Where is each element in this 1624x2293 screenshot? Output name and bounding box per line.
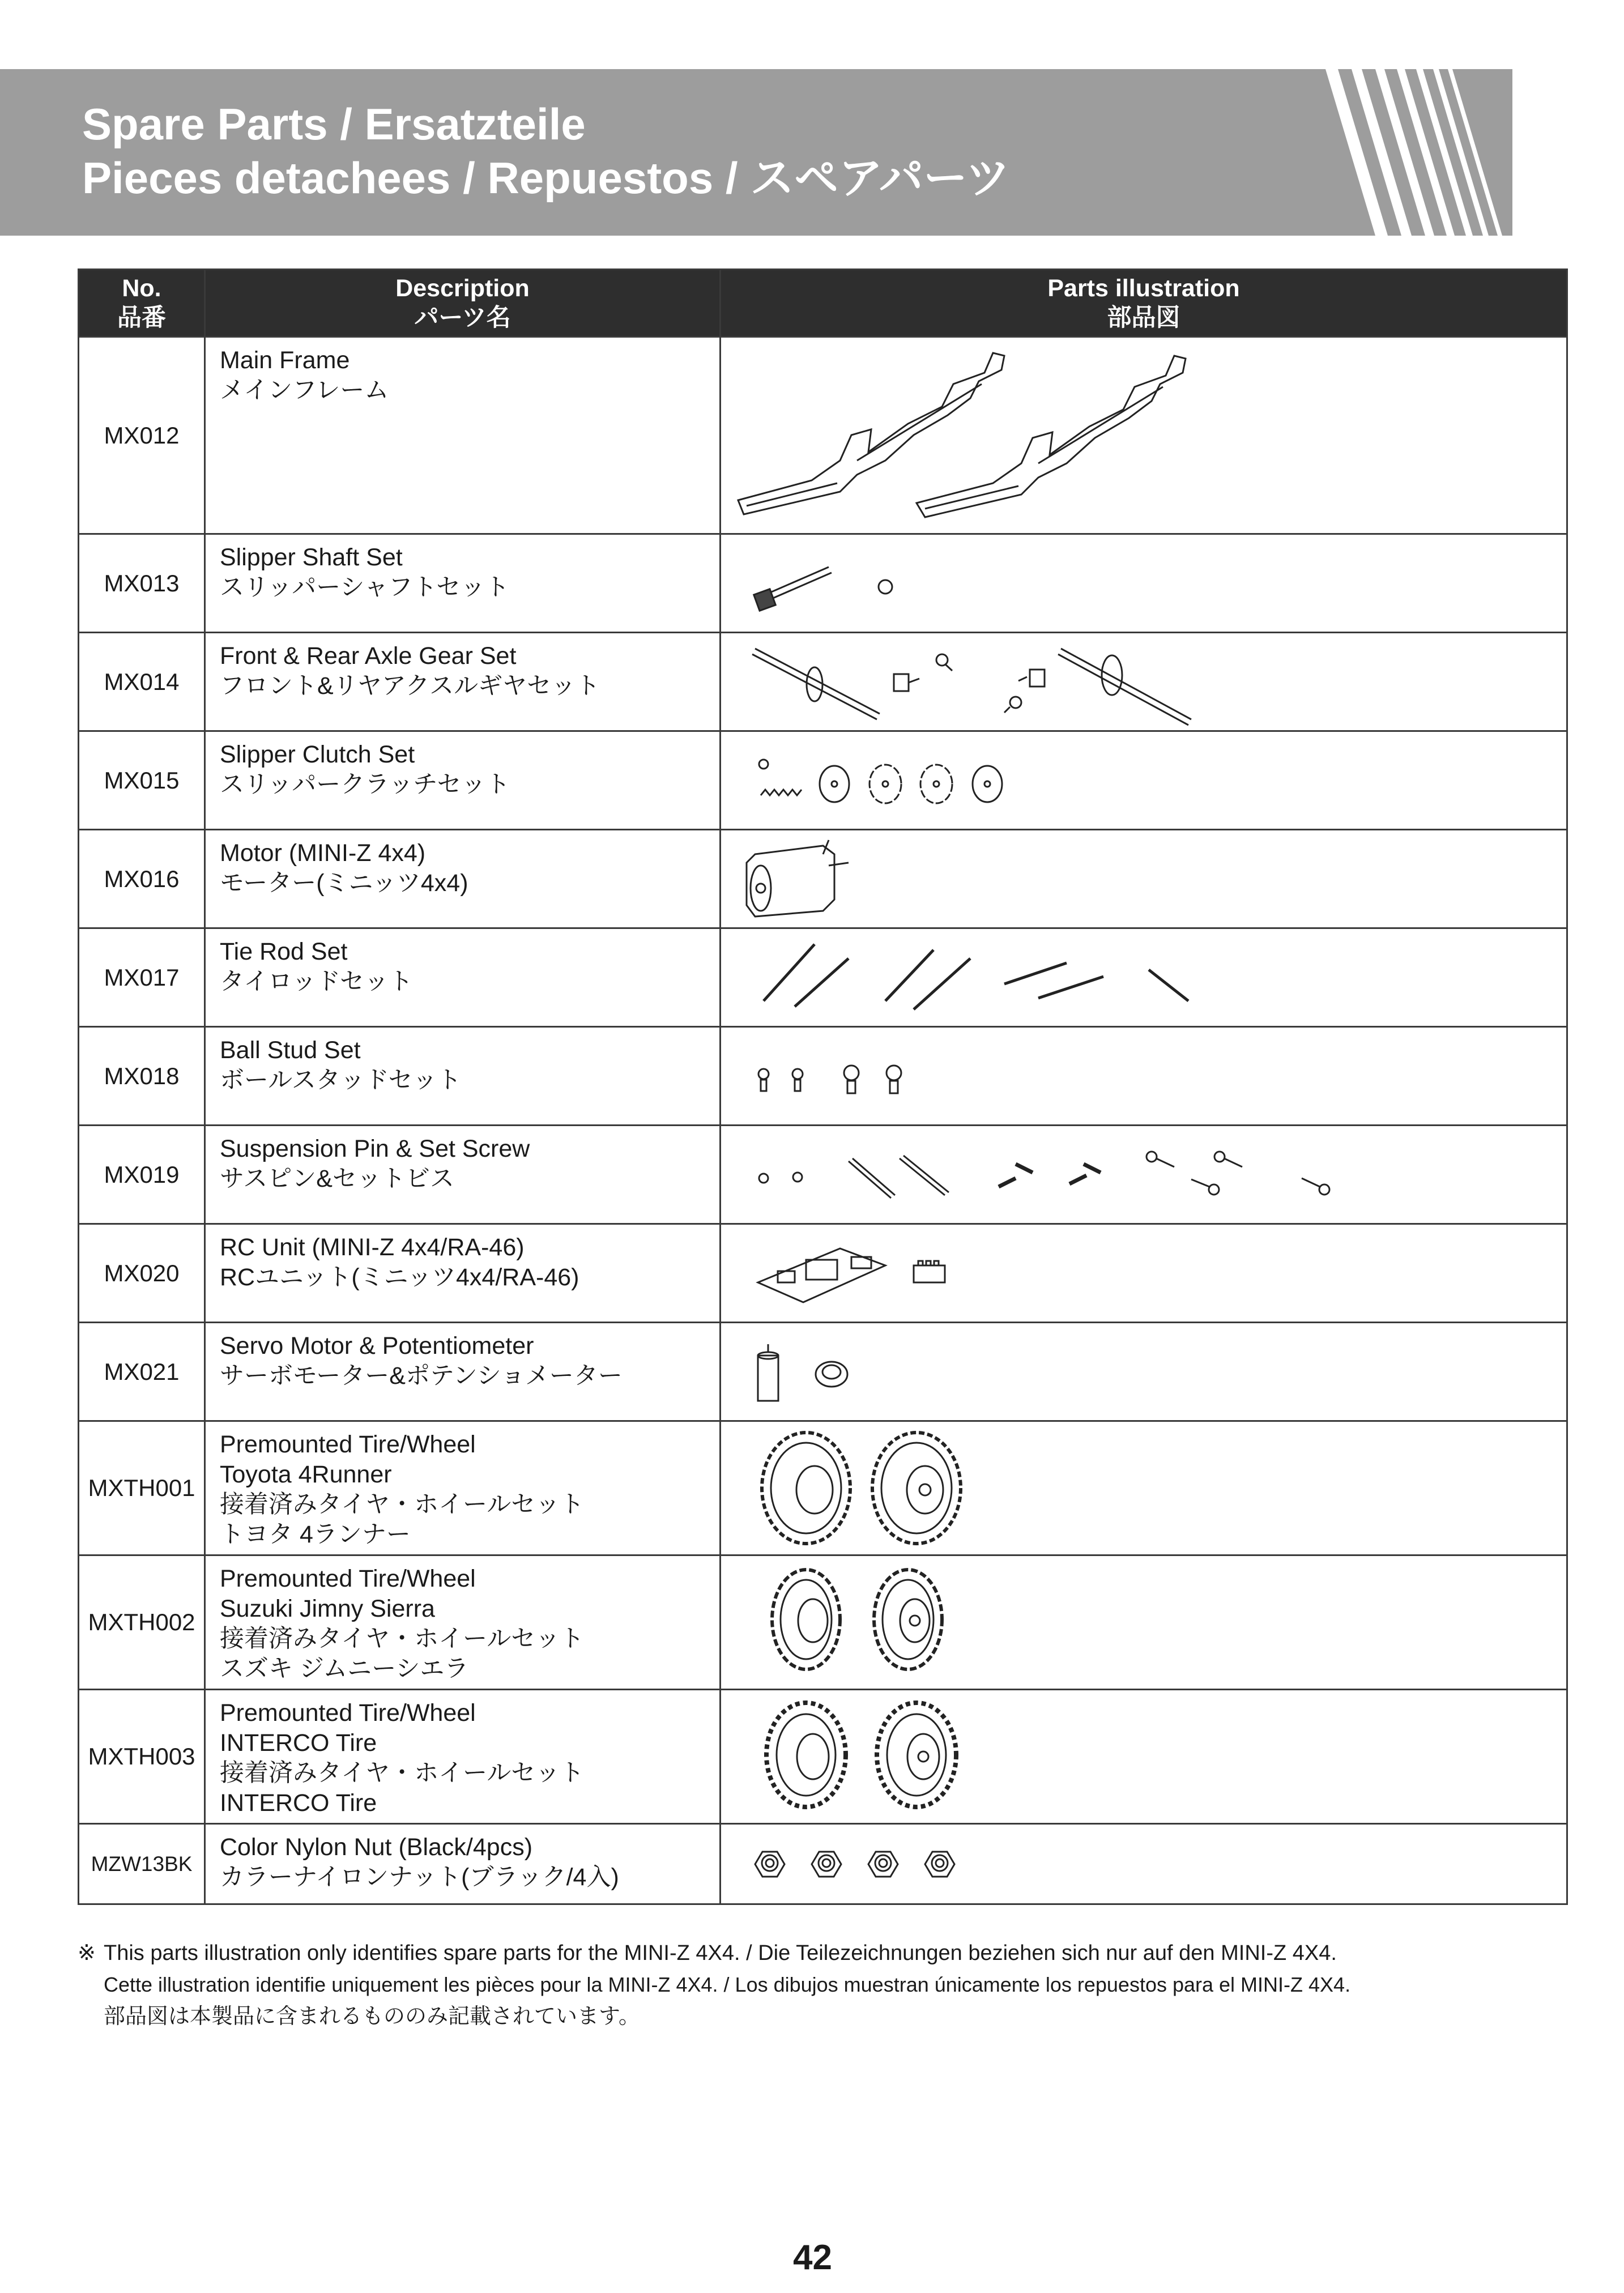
axle-gear-illustration <box>721 633 1567 731</box>
stripes-decoration <box>1325 69 1569 236</box>
tire-icon <box>874 1570 942 1669</box>
pinion-gear-icon <box>1018 670 1045 687</box>
reference-mark: ※ <box>78 1941 96 1965</box>
table-row <box>79 1824 1567 1904</box>
part-description: Slipper Clutch Set スリッパークラッチセット <box>205 731 721 830</box>
tie-rod-icon <box>914 958 970 1009</box>
table-row <box>79 633 1567 731</box>
table-row <box>79 830 1567 928</box>
set-screw-icon <box>1084 1164 1101 1173</box>
part-number: MX019 <box>79 1126 205 1224</box>
header-description: Description パーツ名 <box>205 270 721 337</box>
ball-stud-icon <box>886 1065 901 1093</box>
part-description: RC Unit (MINI-Z 4x4/RA-46) RCユニット(ミニッツ4x4/RA-46) <box>205 1224 721 1323</box>
screw-icon <box>1191 1179 1219 1195</box>
tie-rod-illustration <box>721 928 1567 1027</box>
set-screw-icon <box>1069 1175 1086 1184</box>
table-row <box>79 1555 1567 1690</box>
part-number: MXTH003 <box>79 1690 205 1824</box>
tire-icon <box>872 1433 961 1544</box>
header-no: No. 品番 <box>79 270 205 337</box>
potentiometer-icon <box>816 1362 847 1387</box>
table-row <box>79 1224 1567 1323</box>
footnote-line-3: 部品図は本製品に含まれるもののみ記載されています。 <box>104 2005 640 2028</box>
tire-wheel-jimny-illustration <box>721 1555 1567 1690</box>
suspension-pin-icon <box>849 1158 895 1198</box>
table-row <box>79 534 1567 633</box>
connector-icon <box>914 1261 945 1282</box>
tie-rod-icon <box>1149 970 1188 1001</box>
part-number: MXTH002 <box>79 1555 205 1690</box>
part-number: MX013 <box>79 534 205 633</box>
tire-icon <box>762 1433 850 1544</box>
tire-icon <box>766 1703 846 1807</box>
table-row <box>79 1421 1567 1555</box>
tie-rod-icon <box>795 958 849 1007</box>
nylon-nut-illustration <box>721 1824 1567 1904</box>
motor-icon <box>747 840 849 917</box>
nut-icon <box>925 1852 954 1877</box>
part-number: MX020 <box>79 1224 205 1323</box>
axle-icon <box>1058 649 1191 725</box>
tie-rod-icon <box>1038 977 1103 998</box>
clutch-plate-icon <box>820 766 849 802</box>
part-number: MX012 <box>79 337 205 534</box>
rc-unit-illustration <box>721 1224 1567 1323</box>
slipper-clutch-illustration <box>721 731 1567 830</box>
part-description: Premounted Tire/Wheel INTERCO Tire 接着済みタイヤ・ホイールセット INTERCO Tire <box>205 1690 721 1824</box>
footnote-line-2: Cette illustration identifie uniquement les pièces pour la MINI-Z 4X4. / Los dibujos muestran únicamente los repuestos para el MINI-Z 4X4. <box>104 1973 1351 1996</box>
suspension-pin-icon <box>900 1156 949 1195</box>
clutch-plate-icon <box>973 766 1002 802</box>
tire-icon <box>772 1570 840 1669</box>
screw-icon <box>936 654 952 671</box>
part-number: MZW13BK <box>79 1824 205 1904</box>
ball-stud-icon <box>792 1069 803 1091</box>
part-description: Front & Rear Axle Gear Set フロント&リヤアクスルギヤセット <box>205 633 721 731</box>
tie-rod-icon <box>1004 963 1067 984</box>
circuit-board-icon <box>758 1248 885 1302</box>
motor-illustration <box>721 830 1567 928</box>
clutch-plate-icon <box>869 765 901 803</box>
part-number: MX021 <box>79 1323 205 1421</box>
part-number: MX018 <box>79 1027 205 1126</box>
set-screw-icon <box>759 1174 768 1183</box>
spare-parts-table <box>78 268 1568 1905</box>
tie-rod-icon <box>764 944 815 1001</box>
suspension-pin-illustration <box>721 1126 1567 1224</box>
ball-stud-illustration <box>721 1027 1567 1126</box>
tire-wheel-interco-illustration <box>721 1690 1567 1824</box>
header-parts-illustration: Parts illustration 部品図 <box>721 270 1567 337</box>
table-row <box>79 1690 1567 1824</box>
part-number: MX017 <box>79 928 205 1027</box>
ball-stud-icon <box>844 1065 859 1093</box>
servo-illustration <box>721 1323 1567 1421</box>
table-row <box>79 731 1567 830</box>
table-row <box>79 928 1567 1027</box>
table-row <box>79 1126 1567 1224</box>
shaft-icon <box>754 567 832 611</box>
part-number: MX014 <box>79 633 205 731</box>
tire-icon <box>877 1703 956 1807</box>
part-description: Color Nylon Nut (Black/4pcs) カラーナイロンナット(ブラック/4入) <box>205 1824 721 1904</box>
part-description: Premounted Tire/Wheel Suzuki Jimny Sierra 接着済みタイヤ・ホイールセット スズキ ジムニーシエラ <box>205 1555 721 1690</box>
part-description: Ball Stud Set ボールスタッドセット <box>205 1027 721 1126</box>
screw-icon <box>1214 1152 1242 1167</box>
part-number: MXTH001 <box>79 1421 205 1555</box>
table-row <box>79 337 1567 534</box>
part-description: Tie Rod Set タイロッドセット <box>205 928 721 1027</box>
part-number: MX016 <box>79 830 205 928</box>
set-screw-icon <box>793 1173 802 1182</box>
axle-icon <box>752 649 880 719</box>
part-description: Premounted Tire/Wheel Toyota 4Runner 接着済みタイヤ・ホイールセット トヨタ 4ランナー <box>205 1421 721 1555</box>
nut-icon <box>812 1852 841 1877</box>
frame-rail-icon <box>917 356 1186 517</box>
table-row <box>79 1323 1567 1421</box>
part-number: MX015 <box>79 731 205 830</box>
page-number: 42 <box>793 2238 832 2277</box>
screw-icon <box>1004 697 1021 713</box>
nut-icon <box>755 1852 785 1877</box>
nut-icon <box>868 1852 898 1877</box>
slipper-shaft-illustration <box>721 534 1567 633</box>
part-description: Motor (MINI-Z 4x4) モーター(ミニッツ4x4) <box>205 830 721 928</box>
pinion-gear-icon <box>894 674 919 691</box>
tie-rod-icon <box>885 950 934 1001</box>
footnote-line-1: This parts illustration only identifies spare parts for the MINI-Z 4X4. / Die Teilezeichnungen beziehen sich nur auf den MINI-Z 4X4. <box>104 1941 1337 1965</box>
page-title-line-1: Spare Parts / Ersatzteile <box>82 99 586 149</box>
page-title-line-2: Pieces detachees / Repuestos / スペアパーツ <box>82 153 1010 203</box>
main-frame-illustration <box>721 337 1567 534</box>
tire-wheel-4runner-illustration <box>721 1421 1567 1555</box>
set-screw-icon <box>1016 1164 1033 1173</box>
part-description: Slipper Shaft Set スリッパーシャフトセット <box>205 534 721 633</box>
clutch-plate-icon <box>920 765 952 803</box>
set-screw-icon <box>999 1178 1016 1187</box>
part-description: Servo Motor & Potentiometer サーボモーター&ポテンショメーター <box>205 1323 721 1421</box>
table-row <box>79 1027 1567 1126</box>
servo-motor-icon <box>758 1344 778 1401</box>
table-header-row <box>79 270 1567 337</box>
ball-stud-icon <box>758 1069 769 1091</box>
bushing-icon <box>879 580 892 594</box>
spring-icon <box>759 760 802 795</box>
screw-icon <box>1302 1178 1329 1195</box>
part-description: Main Frame メインフレーム <box>205 337 721 534</box>
part-description: Suspension Pin & Set Screw サスピン&セットビス <box>205 1126 721 1224</box>
screw-icon <box>1146 1152 1174 1167</box>
